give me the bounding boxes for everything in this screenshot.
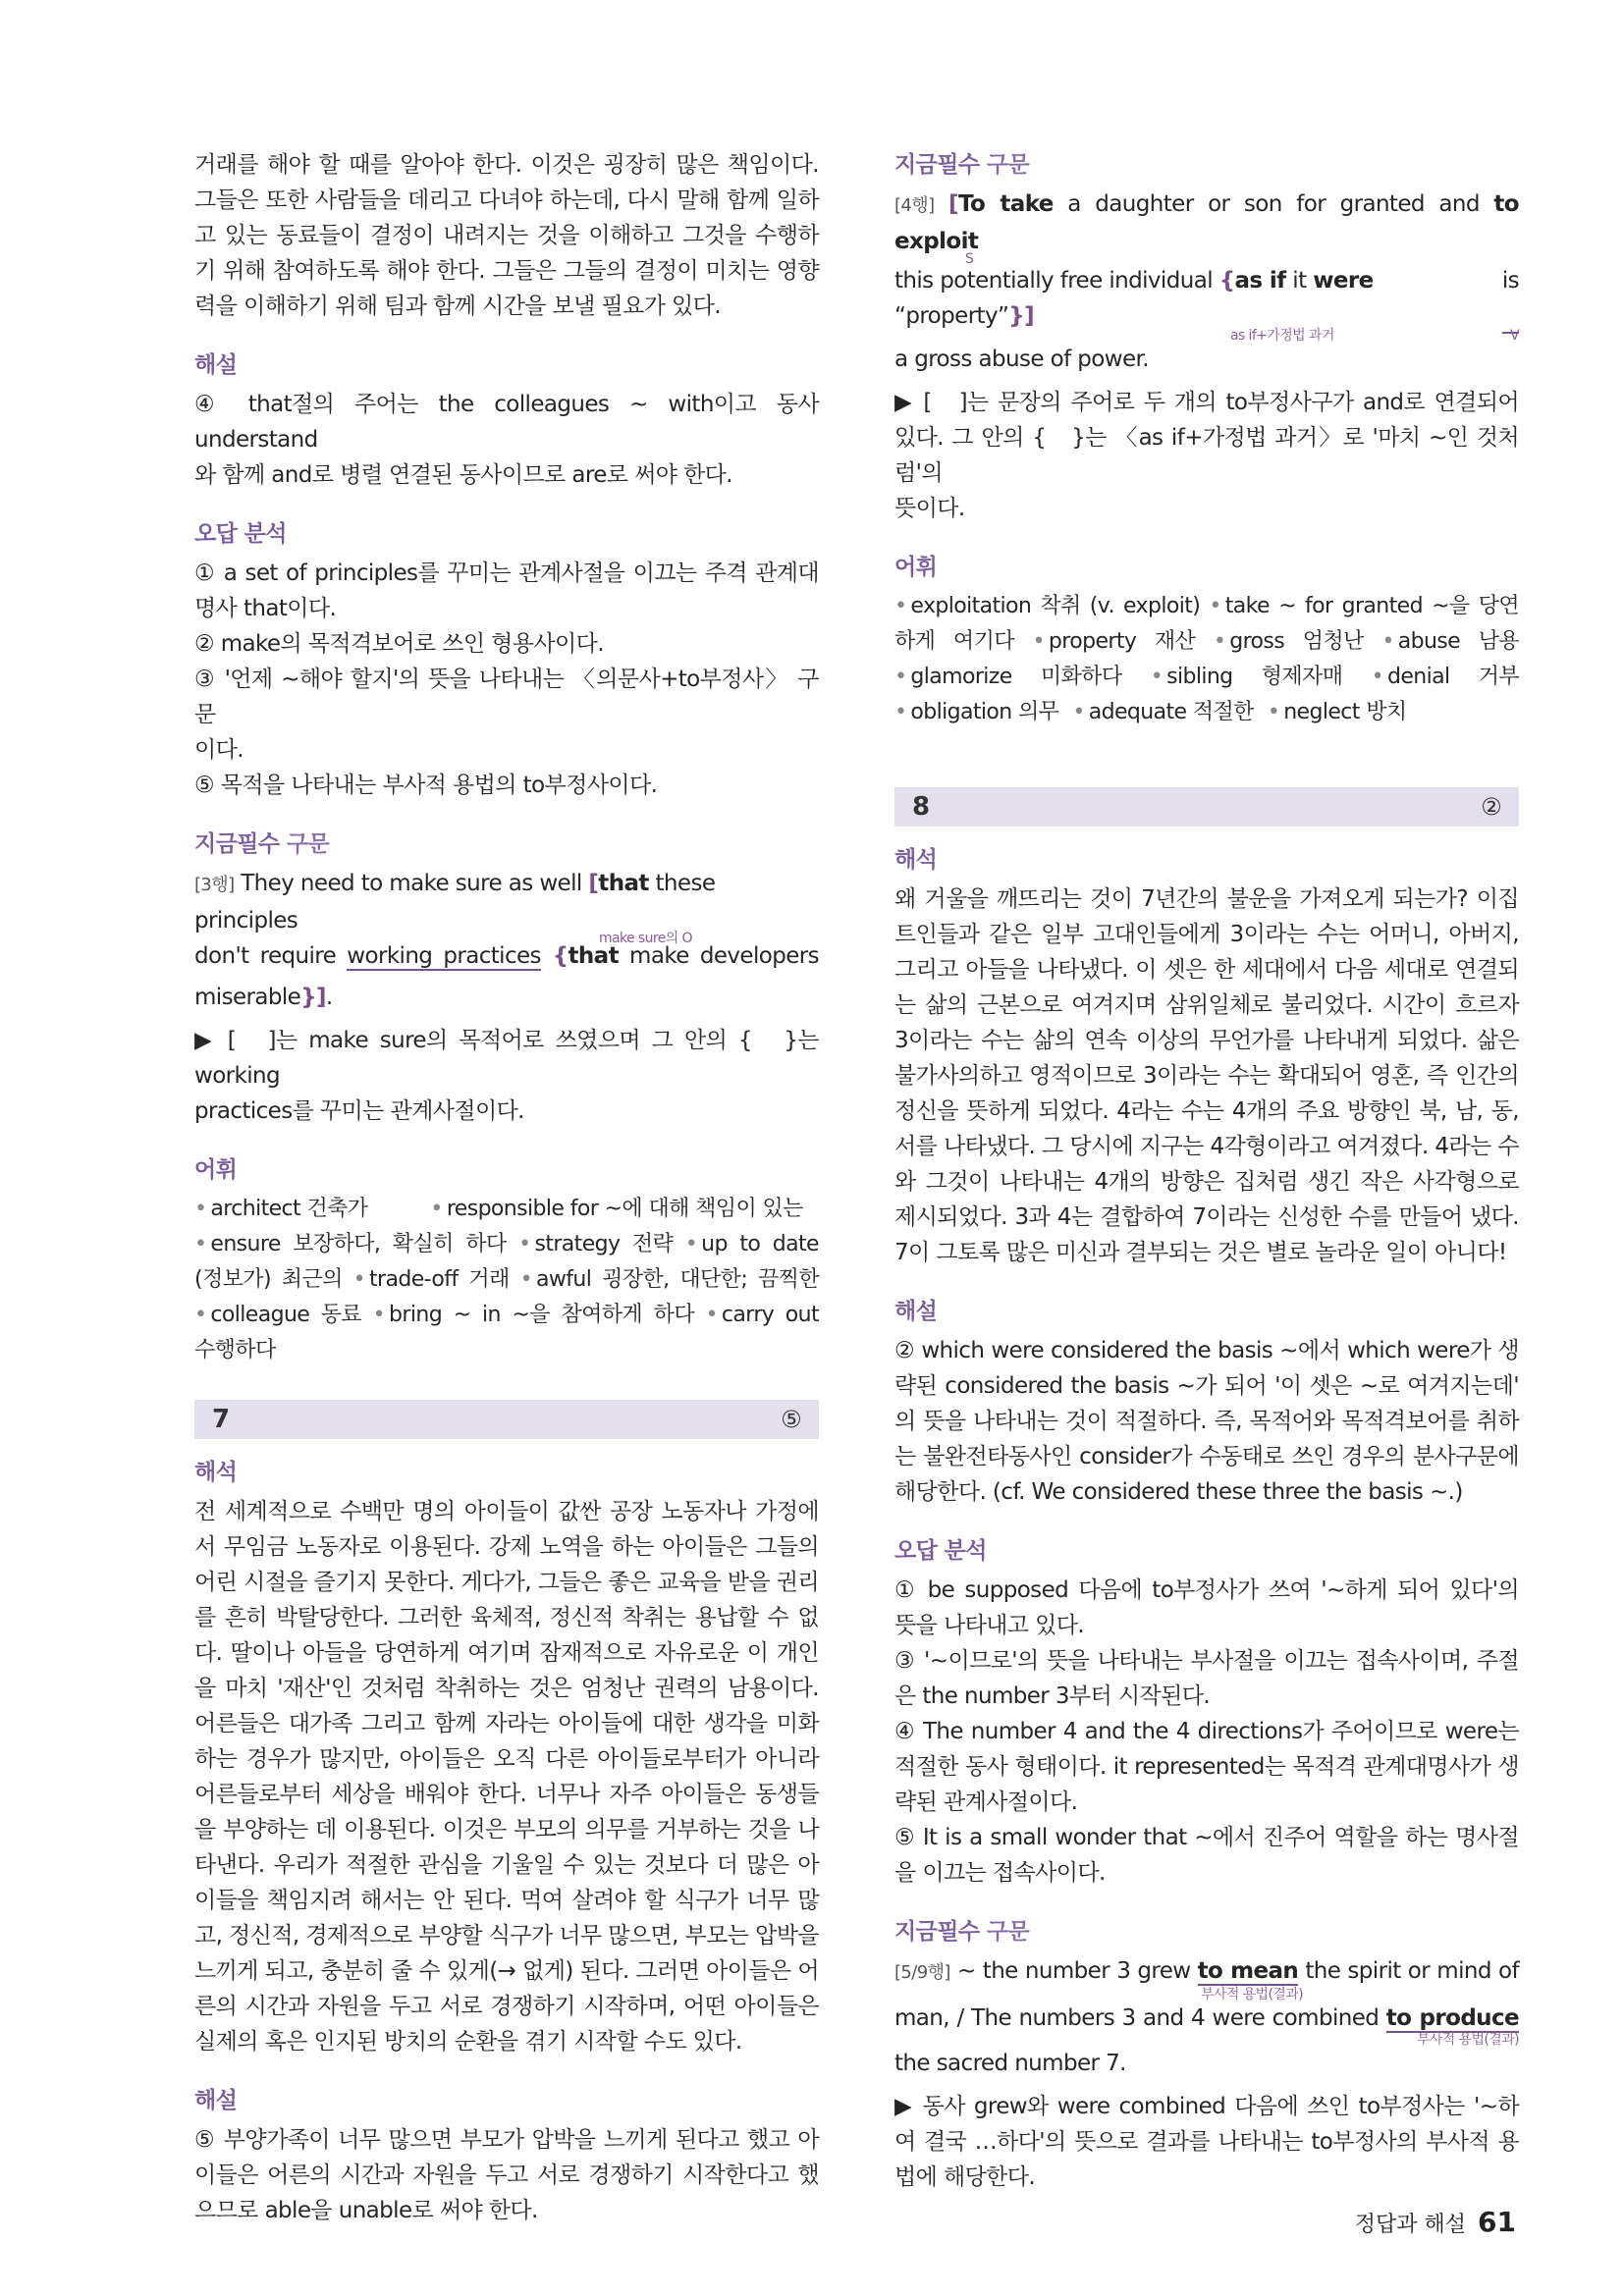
syntax-text: a daughter or son for granted and bbox=[1053, 191, 1494, 217]
bracket: [ bbox=[588, 871, 599, 896]
page-footer bbox=[1355, 2206, 1516, 2238]
syntax-note bbox=[194, 1023, 819, 1129]
vocab-item: responsible for ~에 대해 책임이 있는 bbox=[446, 1197, 803, 1221]
syntax-line bbox=[894, 2001, 1519, 2036]
vocab-item: bring ~ in ~을 참여하게 하다 bbox=[389, 1303, 694, 1327]
vocabulary-list bbox=[894, 589, 1519, 730]
vocab-item: property 재산 bbox=[1048, 629, 1196, 654]
heading-sub: 구문 bbox=[279, 831, 330, 857]
heading-sub: 구문 bbox=[979, 1919, 1030, 1945]
text-line: 명사 that이다. bbox=[194, 596, 337, 621]
text-line: 거래를 해야 할 때를 알아야 한다. 이것은 굉장히 많은 책임이다. bbox=[194, 152, 819, 178]
syntax-text: They need to make sure as well bbox=[234, 871, 589, 896]
text-line: 는 삶의 근본으로 여겨지며 삼위일체로 불리었다. 시간이 흐르자 bbox=[894, 992, 1519, 1018]
syntax-text: ~ the number 3 grew bbox=[949, 1958, 1198, 1984]
vocab-line: 하게 여기다 • property 재산 • gross 엄청난 • abuse 남용 bbox=[894, 629, 1520, 654]
text-line: 여 결국 …하다'의 뜻으로 결과를 나타내는 to부정사의 부사적 용 bbox=[894, 2129, 1519, 2155]
vocab-item: awful 굉장한, 대단한; 끔찍한 bbox=[536, 1267, 819, 1292]
text-line: 해당한다. (cf. We considered these three the basis ~.) bbox=[894, 1479, 1463, 1505]
text-line: 서 무임금 노동자로 이용된다. 강제 노역을 하는 아이들은 그들의 bbox=[194, 1534, 819, 1560]
text-line: 법에 해당한다. bbox=[894, 2164, 1036, 2190]
left-column bbox=[194, 147, 819, 2228]
question-number: 7 bbox=[212, 1405, 230, 1434]
syntax-line: a gross abuse of power. bbox=[894, 347, 1149, 372]
q8-wrong-analysis bbox=[894, 1573, 1519, 1891]
text-line: 을 마치 '재산'인 것처럼 착취하는 것은 엄청난 권력의 남용이다. bbox=[194, 1676, 819, 1701]
heading-sub: 구문 bbox=[979, 152, 1030, 178]
text-line: 어른들은 대가족 그리고 함께 자라는 아이들에 대한 생각을 미화 bbox=[194, 1711, 819, 1736]
text-line: 략된 관계사절이다. bbox=[894, 1789, 1078, 1815]
section-heading bbox=[894, 147, 1519, 183]
text-line: 적절한 동사 형태이다. it represented는 목적격 관계대명사가 생 bbox=[894, 1754, 1519, 1780]
text-line: 를 흔히 박탈당한다. 그러한 육체적, 정신적 착취는 용납할 수 없 bbox=[194, 1605, 819, 1630]
vocab-item: take ~ for granted ~을 당연 bbox=[1224, 594, 1519, 618]
text-line: 전 세계적으로 수백만 명의 아이들이 값싼 공장 노동자나 가정에 bbox=[194, 1499, 819, 1524]
syntax-line: the sacred number 7. bbox=[894, 2051, 1126, 2076]
question-number: 8 bbox=[912, 792, 930, 822]
text-line: 서를 나타냈다. 그 당시에 지구는 4각형이라고 여겨졌다. 4라는 수 bbox=[894, 1134, 1519, 1159]
section-heading bbox=[894, 1914, 1519, 1949]
heading-main: 지금필수 bbox=[194, 831, 280, 857]
vocab-item: obligation 의무 bbox=[910, 700, 1059, 724]
text-line: practices를 꾸미는 관계사절이다. bbox=[194, 1098, 524, 1124]
text-line: 고, 정신적, 경제적으로 부양할 식구가 너무 많으면, 부모는 압박을 bbox=[194, 1923, 819, 1949]
bracket: { bbox=[540, 943, 568, 969]
heading-main: 지금필수 bbox=[894, 152, 980, 178]
text-line: 뜻이다. bbox=[894, 496, 965, 521]
vocab-item: colleague 동료 bbox=[210, 1303, 362, 1327]
syntax-text: this potentially free individual bbox=[894, 268, 1219, 294]
vocab-item: denial 거부 bbox=[1386, 665, 1519, 689]
syntax-note bbox=[894, 2089, 1519, 2195]
text-line: ▶ [ ]는 문장의 주어로 두 개의 to부정사구가 and로 연결되어 bbox=[894, 390, 1519, 415]
annotation: S bbox=[965, 251, 974, 267]
text-line: ② make의 목적격보어로 쓰인 형용사이다. bbox=[194, 631, 604, 657]
vocab-line: • architect 건축가 • responsible for ~에 대해 책임이 있는 bbox=[194, 1197, 803, 1221]
text-line: 하는 경우가 많지만, 아이들은 오직 다른 아이들로부터가 아니라 bbox=[194, 1746, 819, 1772]
underlined-phrase: to produce bbox=[1385, 2005, 1519, 2031]
text-line: ▶ 동사 grew와 were combined 다음에 쓰인 to부정사는 '~하 bbox=[894, 2094, 1519, 2119]
text-line: 뜻을 나타내고 있다. bbox=[894, 1613, 1085, 1638]
text-line: ④ The number 4 and the 4 directions가 주어이므로 were는 bbox=[894, 1719, 1519, 1744]
text-line: 략된 considered the basis ~가 되어 '이 셋은 ~로 여겨지는데' bbox=[894, 1373, 1519, 1399]
vocab-line: • colleague 동료 • bring ~ in ~을 참여하게 하다 • carry out bbox=[194, 1303, 819, 1327]
vocabulary-list bbox=[194, 1192, 819, 1368]
vocab-item: sibling 형제자매 bbox=[1166, 665, 1343, 689]
line-tag: [5/9행] bbox=[894, 1962, 950, 1983]
text-line: 그들은 또한 사람들을 데리고 다녀야 하는데, 다시 말해 함께 일하 bbox=[194, 187, 819, 213]
text-line: 7이 그토록 많은 미신과 결부되는 것은 별로 놀라운 일이 아니다! bbox=[894, 1240, 1507, 1265]
wrong-analysis bbox=[194, 556, 819, 803]
text-line: 트인들과 같은 일부 고대인들에게 3이라는 수는 어머니, 아버지, bbox=[894, 922, 1519, 947]
answer-mark: ② bbox=[1481, 793, 1501, 821]
q7-explanation bbox=[194, 2122, 819, 2228]
text-line: 있다. 그 안의 { }는 〈as if+가정법 과거〉로 '마치 ~인 것처럼'의 bbox=[894, 425, 1519, 486]
text-line: 기 위해 참여하도록 해야 한다. 그들은 그들의 결정이 미치는 영향 bbox=[194, 258, 819, 284]
syntax-line bbox=[194, 938, 819, 974]
section-heading: 해설 bbox=[894, 1299, 938, 1324]
vocab-item: 하게 여기다 bbox=[894, 629, 1014, 654]
syntax-text: it bbox=[1285, 268, 1314, 294]
line-tag: [4행] bbox=[894, 195, 935, 216]
syntax-text: miserable bbox=[194, 985, 301, 1010]
text-line: ⑤ 부양가족이 너무 많으면 부모가 압박을 느끼게 된다고 했고 아 bbox=[194, 2127, 819, 2153]
text-line: ▶ [ ]는 make sure의 목적어로 쓰였으며 그 안의 { }는 working bbox=[194, 1028, 819, 1089]
vocab-item: neglect 방치 bbox=[1283, 700, 1407, 724]
footer-label: 정답과 해설 bbox=[1354, 2213, 1467, 2237]
syntax-text: the spirit or mind of bbox=[1298, 1958, 1519, 1984]
question-7-bar bbox=[194, 1400, 819, 1439]
syntax-bold: were bbox=[1313, 268, 1374, 294]
text-line: 와 함께 and로 병렬 연결된 동사이므로 are로 써야 한다. bbox=[194, 462, 733, 488]
syntax-text: make developers bbox=[618, 943, 819, 969]
text-line: 와 그것이 나타내는 4개의 방향은 집처럼 생긴 작은 사각형으로 bbox=[894, 1169, 1519, 1195]
text-line: 이들은 어른의 시간과 자원을 두고 서로 경쟁하기 시작한다고 했 bbox=[194, 2163, 819, 2188]
syntax-bold: as if bbox=[1234, 268, 1286, 294]
section-heading bbox=[194, 827, 819, 862]
text-line: 불가사의하고 영적이므로 3이라는 수는 확대되어 영혼, 즉 인간의 bbox=[894, 1063, 1519, 1089]
section-heading: 해설 bbox=[194, 2088, 238, 2113]
vocab-item: exploitation 착취 (v. exploit) bbox=[910, 594, 1201, 618]
q8-explanation bbox=[894, 1333, 1519, 1510]
section-heading: 해석 bbox=[194, 1460, 238, 1485]
annotation: V bbox=[1510, 328, 1519, 344]
vocab-item: trade-off 거래 bbox=[369, 1267, 510, 1292]
vocab-item: strategy 전략 bbox=[534, 1232, 674, 1256]
syntax-text: man, / The numbers 3 and 4 were combined bbox=[894, 2005, 1386, 2031]
syntax-example bbox=[194, 866, 819, 1015]
text-line: 이들을 책임지려 해서는 안 된다. 먹여 살려야 할 식구가 너무 많 bbox=[194, 1888, 819, 1913]
section-heading: 해설 bbox=[194, 352, 238, 378]
text-line: 그리고 아들을 나타냈다. 이 셋은 한 세대에서 다음 세대로 연결되 bbox=[894, 957, 1519, 983]
syntax-line bbox=[894, 187, 1519, 259]
text-line: 3이라는 수는 삶의 연속 이상의 무언가를 나타내게 되었다. 삶은 bbox=[894, 1028, 1519, 1053]
syntax-text: these principles bbox=[194, 871, 716, 934]
text-line: 제시되었다. 3과 4는 결합하여 7이라는 신성한 수를 만들어 냈다. bbox=[894, 1204, 1519, 1230]
text-line: 은 the number 3부터 시작된다. bbox=[894, 1683, 1211, 1709]
vocab-item: glamorize 미화하다 bbox=[910, 665, 1122, 689]
annotation: make sure의 O bbox=[599, 931, 692, 946]
text-line: 의 뜻을 나타내는 것이 적절하다. 즉, 목적어와 목적격보어를 취하 bbox=[894, 1409, 1519, 1434]
syntax-text: . bbox=[325, 985, 333, 1010]
vocab-item: architect 건축가 bbox=[210, 1197, 368, 1221]
bracket: }] bbox=[1008, 303, 1034, 329]
section-heading: 해석 bbox=[894, 847, 938, 873]
text-line: 왜 거울을 깨뜨리는 것이 7년간의 불운을 가져오게 되는가? 이집 bbox=[894, 886, 1519, 912]
syntax-note bbox=[894, 385, 1519, 526]
vocab-line: (정보가) 최근의 • trade-off 거래 • awful 굉장한, 대단한; 끔찍한 bbox=[194, 1267, 819, 1292]
syntax-bold: to exploit bbox=[894, 191, 1519, 254]
vocab-item: (정보가) 최근의 bbox=[194, 1267, 343, 1292]
vocab-item: ensure 보장하다, 확실히 하다 bbox=[210, 1232, 507, 1256]
explanation bbox=[194, 387, 819, 493]
vocab-line: • obligation 의무 • adequate 적절한 • neglect 방치 bbox=[894, 700, 1407, 724]
answer-mark: ⑤ bbox=[781, 1406, 801, 1433]
q7-translation bbox=[194, 1494, 819, 2059]
bracket: { bbox=[1218, 268, 1235, 294]
text-line: 으므로 able을 unable로 써야 한다. bbox=[194, 2198, 538, 2223]
vocab-item: 수행하다 bbox=[194, 1338, 276, 1362]
vocab-item: gross 엄청난 bbox=[1229, 629, 1364, 654]
section-heading: 오답 분석 bbox=[194, 521, 287, 547]
text-line: 력을 이해하기 위해 팀과 함께 시간을 보낼 필요가 있다. bbox=[194, 294, 721, 319]
text-line: 다. 딸이나 아들을 당연하게 여기며 잠재적으로 자유로운 이 개인 bbox=[194, 1640, 819, 1666]
syntax-example bbox=[894, 187, 1519, 377]
vocab-line: • ensure 보장하다, 확실히 하다 • strategy 전략 • up to date bbox=[194, 1232, 819, 1256]
syntax-text: “property” bbox=[894, 303, 1009, 329]
section-heading: 오답 분석 bbox=[894, 1538, 987, 1564]
section-heading: 어휘 bbox=[894, 555, 938, 580]
text-line: ⑤ 목적을 나타내는 부사적 용법의 to부정사이다. bbox=[194, 773, 658, 798]
syntax-line bbox=[194, 866, 819, 938]
vocab-item: up to date bbox=[701, 1232, 819, 1256]
text-line: ③ '~이므로'의 뜻을 나타내는 부사절을 이끄는 접속사이며, 주절 bbox=[894, 1648, 1519, 1674]
bracket: [ bbox=[948, 191, 958, 217]
text-line: 을 부양하는 데 이용된다. 이것은 부모의 의무를 거부하는 것을 나 bbox=[194, 1817, 819, 1842]
text-line: 어른들로부터 세상을 배워야 한다. 너무나 자주 아이들은 동생들 bbox=[194, 1782, 819, 1807]
text-line: 타낸다. 우리가 적절한 관심을 기울일 수 있는 것보다 더 많은 아 bbox=[194, 1852, 819, 1878]
text-line: 어린 시절을 즐기지 못한다. 게다가, 그들은 좋은 교육을 받을 권리 bbox=[194, 1570, 819, 1595]
text-line: ② which were considered the basis ~에서 which were가 생 bbox=[894, 1338, 1519, 1363]
q8-translation bbox=[894, 881, 1519, 1270]
syntax-line bbox=[894, 1953, 1519, 1991]
annotation: 부사적 용법(결과) bbox=[1201, 1987, 1304, 2002]
bracket: }] bbox=[300, 985, 326, 1010]
question-8-bar bbox=[894, 787, 1519, 827]
text-line: ① be supposed 다음에 to부정사가 쓰여 '~하게 되어 있다'의 bbox=[894, 1577, 1519, 1603]
heading-main: 지금필수 bbox=[894, 1919, 980, 1945]
underlined-phrase: working practices bbox=[347, 943, 541, 969]
text-line: ③ '언제 ~해야 할지'의 뜻을 나타내는 〈의문사+to부정사〉 구문 bbox=[194, 667, 819, 727]
vocab-line: • glamorize 미화하다 • sibling 형제자매 • denial 거부 bbox=[894, 665, 1519, 689]
underlined-phrase: to mean bbox=[1197, 1958, 1299, 1984]
syntax-bold: that bbox=[598, 871, 649, 896]
annotation: as if+가정법 과거 bbox=[1230, 328, 1334, 344]
text-line: ① a set of principles를 꾸미는 관계사절을 이끄는 주격 관계대 bbox=[194, 561, 819, 586]
text-line: 는 불완전타동사인 consider가 수동태로 쓰인 경우의 분사구문에 bbox=[894, 1444, 1519, 1469]
vocab-item: carry out bbox=[721, 1303, 819, 1327]
vocab-line bbox=[194, 1333, 819, 1368]
text-line: 을 이끄는 접속사이다. bbox=[894, 1860, 1106, 1886]
vocab-line: • exploitation 착취 (v. exploit) • take ~ for granted ~을 당연 bbox=[894, 594, 1519, 618]
text-line: 고 있는 동료들이 결정이 내려지는 것을 이해하고 그것을 수행하 bbox=[194, 223, 819, 248]
line-tag: [3행] bbox=[194, 875, 235, 895]
syntax-text: don't require bbox=[194, 943, 348, 969]
syntax-bold: To take bbox=[957, 191, 1054, 217]
text-line: 실제의 혹은 인지된 방치의 순환을 겪기 시작할 수도 있다. bbox=[194, 2029, 742, 2055]
page-number: 61 bbox=[1478, 2206, 1516, 2238]
syntax-line bbox=[194, 980, 819, 1015]
text-line: 느끼게 되고, 충분히 줄 수 있게(→ 없게) 된다. 그러면 아이들은 어 bbox=[194, 1958, 819, 1984]
syntax-bold: that bbox=[568, 943, 619, 969]
text-line: 정신을 뜻하게 되었다. 4라는 수는 4개의 주요 방향인 북, 남, 동, bbox=[894, 1098, 1519, 1124]
underlined-phrase: is bbox=[1502, 263, 1519, 334]
intro-translation bbox=[194, 147, 819, 324]
vocab-item: abuse 남용 bbox=[1397, 629, 1520, 654]
text-line: 이다. bbox=[194, 737, 244, 763]
text-line: 른의 시간과 자원을 두고 서로 경쟁하기 시작하며, 어떤 아이들은 bbox=[194, 1994, 819, 2019]
text-line: ⑤ It is a small wonder that ~에서 진주어 역할을 하는 명사절 bbox=[894, 1825, 1519, 1850]
section-heading: 어휘 bbox=[194, 1157, 238, 1183]
text-line: ④ that절의 주어는 the colleagues ~ with이고 동사 understand bbox=[194, 392, 819, 453]
q8-syntax-example bbox=[894, 1953, 1519, 2081]
annotation: 부사적 용법(결과) bbox=[1416, 2032, 1519, 2048]
vocab-item: adequate 적절한 bbox=[1088, 700, 1254, 724]
right-column bbox=[894, 147, 1519, 2195]
syntax-line bbox=[894, 263, 1519, 334]
